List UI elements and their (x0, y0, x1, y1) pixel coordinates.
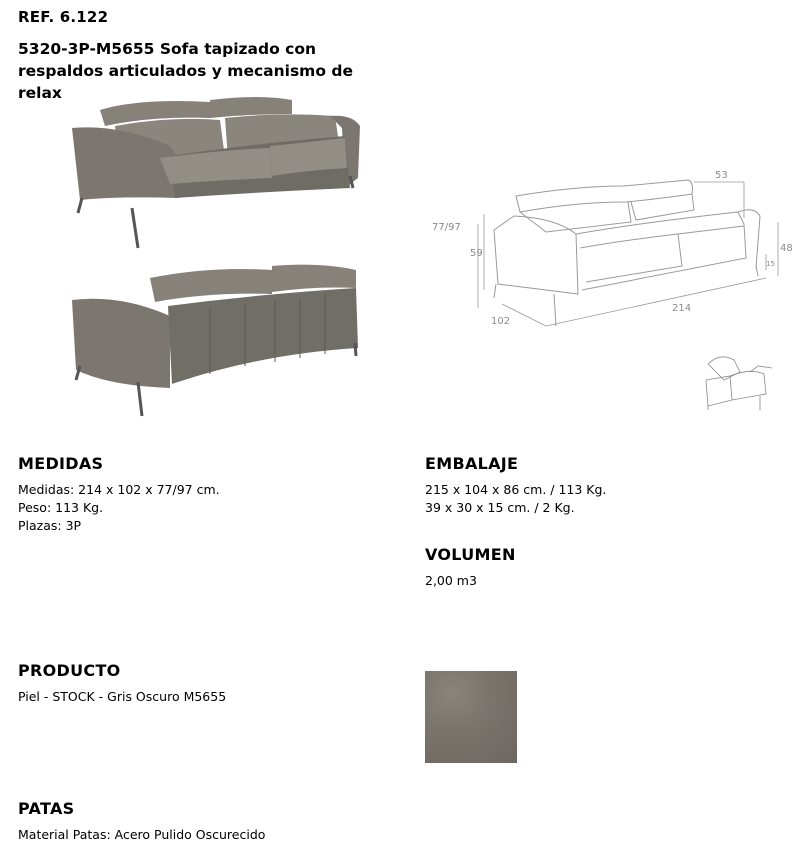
medidas-text (18, 481, 220, 535)
embalaje-line: 39 x 30 x 15 cm. / 2 Kg. (425, 500, 575, 515)
volumen-heading: VOLUMEN (425, 545, 516, 564)
leather-swatch (425, 671, 517, 763)
sofa-back-image (60, 258, 370, 423)
dim-depth-label: 102 (491, 316, 511, 327)
dim-top-label: 53 (715, 170, 728, 181)
dimension-drawing (426, 158, 796, 338)
dim-width-label: 214 (672, 303, 692, 314)
embalaje-text (425, 481, 606, 517)
medidas-line: Plazas: 3P (18, 518, 82, 533)
producto-text: Piel - STOCK - Gris Oscuro M5655 (18, 689, 227, 704)
recline-sketch-image (700, 350, 780, 412)
dim-height-total-label: 77/97 (432, 222, 461, 233)
patas-heading: PATAS (18, 799, 75, 818)
dim-seat-depth-label: 15 (766, 260, 775, 268)
product-title: 5320-3P-M5655 Sofa tapizado con respaldos articulados y mecanismo de relax (18, 40, 353, 102)
reference-code: REF. 6.122 (18, 8, 109, 26)
embalaje-heading: EMBALAJE (425, 454, 519, 473)
medidas-line: Peso: 113 Kg. (18, 500, 104, 515)
patas-text: Material Patas: Acero Pulido Oscurecido (18, 827, 266, 842)
medidas-heading: MEDIDAS (18, 454, 104, 473)
volumen-value: 2,00 m3 (425, 573, 477, 588)
medidas-line: Medidas: 214 x 102 x 77/97 cm. (18, 482, 220, 497)
producto-heading: PRODUCTO (18, 661, 121, 680)
dim-side-height-label: 48 (780, 243, 793, 254)
sofa-front-image (60, 88, 370, 253)
dim-seat-height-label: 59 (470, 248, 483, 259)
embalaje-line: 215 x 104 x 86 cm. / 113 Kg. (425, 482, 607, 497)
